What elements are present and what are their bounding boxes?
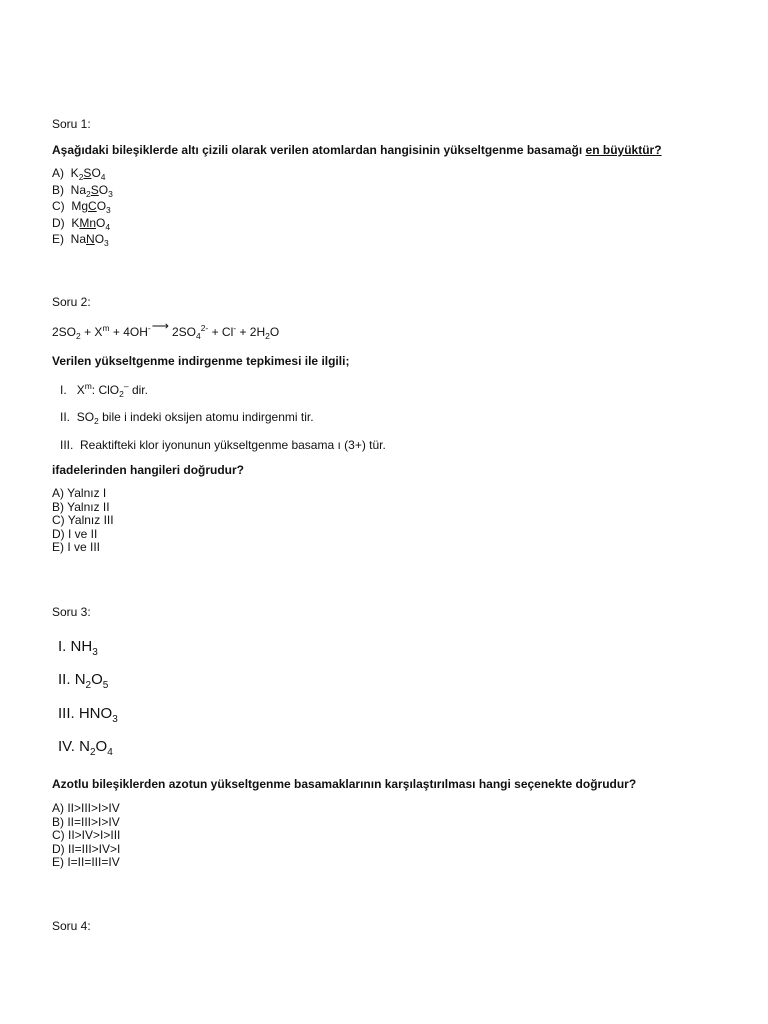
statement-text: bile i indeki oksijen atomu indirgenmi tir. <box>98 410 314 424</box>
q1-label: Soru 1: <box>52 117 91 131</box>
statement-number: I. <box>60 383 67 397</box>
formula-part: NH <box>70 638 93 655</box>
answer-option-b: B) Yalnız II <box>52 499 110 514</box>
formula-part: N <box>79 738 90 755</box>
eq-superscript: 2- <box>200 323 209 333</box>
eq-subscript: 2 <box>76 331 81 341</box>
q3-item-4 <box>58 738 113 758</box>
statement-number: II. <box>60 410 71 424</box>
formula-subscript: 4 <box>107 747 113 758</box>
underlined-atom: N <box>86 232 95 246</box>
formula-subscript: 3 <box>106 205 111 215</box>
formula-subscript: 2 <box>85 680 92 691</box>
q1-option-b <box>52 182 113 199</box>
answer-option-e: E) I=II=III=IV <box>52 855 120 869</box>
formula-part: O <box>95 738 108 755</box>
statement-text: SO <box>76 410 95 424</box>
q1-options <box>52 165 113 248</box>
formula-part: Na <box>70 182 87 197</box>
formula-subscript: 2 <box>89 747 96 758</box>
formula-subscript: 4 <box>105 221 111 232</box>
q3-item-1 <box>58 638 98 658</box>
eq-term: + 2H <box>236 325 266 339</box>
q4-label: Soru 4: <box>52 919 91 933</box>
statement-number: III. <box>60 438 74 452</box>
formula-part: Mg <box>71 199 89 213</box>
q2-statement-2 <box>60 410 314 424</box>
formula-part: K <box>70 166 79 180</box>
statement-text: dir. <box>128 383 148 397</box>
q2-equation <box>52 319 280 341</box>
answer-option-d: D) I ve II <box>52 526 98 541</box>
formula-part: O <box>91 671 103 688</box>
formula-part: O <box>96 199 107 213</box>
formula-part: N <box>74 671 86 688</box>
eq-term: 2SO <box>171 325 196 339</box>
formula-subscript: 3 <box>112 714 118 725</box>
answer-option-e: E) I ve III <box>52 540 101 554</box>
eq-subscript: 4 <box>195 331 201 341</box>
q2-prompt: ifadelerinden hangileri doğrudur? <box>52 463 245 477</box>
option-letter: C) <box>52 199 65 213</box>
q3-item-2 <box>58 671 109 691</box>
q1-option-a <box>52 165 113 182</box>
q1-question-text: Aşağıdaki bileşiklerde altı çizili olarak verilen atomlardan hangisinin yükseltgenme basamağı <box>52 143 583 157</box>
answer-option-d: D) II=III>IV>I <box>52 841 121 856</box>
eq-superscript: m <box>102 323 110 333</box>
item-number: III. <box>58 705 75 722</box>
reaction-arrow-icon: ⟶ <box>151 319 169 333</box>
answer-option-c: C) II>IV>I>III <box>52 828 121 842</box>
formula-part: O <box>91 166 101 180</box>
item-number: I. <box>58 638 67 655</box>
formula-part: Na <box>70 232 87 246</box>
q1-question <box>52 143 662 157</box>
q2-statement-1 <box>60 383 148 397</box>
q2-answers <box>52 487 114 555</box>
statement-subscript: 2 <box>94 416 99 426</box>
formula-part: HNO <box>78 705 113 722</box>
q1-option-e <box>52 231 113 248</box>
underlined-atom: Mn <box>79 215 97 230</box>
q1-option-c <box>52 198 113 215</box>
eq-term: O <box>269 325 280 339</box>
eq-superscript: - <box>233 323 237 333</box>
q2-label: Soru 2: <box>52 295 91 309</box>
option-letter: E) <box>52 232 64 246</box>
q3-label: Soru 3: <box>52 605 91 619</box>
option-letter: B) <box>52 182 64 197</box>
formula-subscript: 3 <box>108 188 113 199</box>
statement-superscript: – <box>123 381 129 391</box>
formula-subscript: 4 <box>100 172 106 182</box>
formula-subscript: 3 <box>92 647 98 658</box>
underlined-atom: S <box>90 182 99 197</box>
answer-option-a: A) II>III>I>IV <box>52 801 120 815</box>
item-number: IV. <box>58 738 75 755</box>
formula-subscript: 5 <box>102 680 109 691</box>
statement-subscript: 2 <box>119 389 124 399</box>
statement-superscript: m <box>84 381 92 391</box>
statement-text: X <box>76 383 85 397</box>
answer-option-a: A) Yalnız I <box>52 486 107 500</box>
q3-question: Azotlu bileşiklerden azotun yükseltgenme basamaklarının karşılaştırılması hangi seçenekte doğrudur? <box>52 777 637 791</box>
q2-statement-3 <box>60 438 386 452</box>
underlined-atom: C <box>88 199 97 213</box>
option-letter: D) <box>52 215 65 230</box>
q3-item-3 <box>58 705 118 725</box>
eq-term: + Cl <box>208 325 234 339</box>
formula-part: O <box>98 182 109 197</box>
formula-subscript: 2 <box>78 172 84 182</box>
formula-part: O <box>96 215 106 230</box>
statement-text: Reaktifteki klor iyonunun yükseltgenme basama ı (3+) tür. <box>80 438 386 452</box>
q1-question-emphasis: en büyüktür? <box>585 143 662 157</box>
formula-part: K <box>71 215 80 230</box>
formula-subscript: 2 <box>86 188 91 199</box>
q2-question: Verilen yükseltgenme indirgenme tepkimesi ile ilgili; <box>52 354 350 368</box>
item-number: II. <box>58 671 71 688</box>
q3-answers <box>52 802 120 870</box>
eq-superscript: - <box>147 323 151 333</box>
statement-text: : ClO <box>91 383 120 397</box>
eq-term: 2SO <box>52 325 77 339</box>
answer-option-b: B) II=III>I>IV <box>52 814 120 829</box>
formula-part: O <box>94 232 105 246</box>
q1-option-d <box>52 215 113 232</box>
eq-term: + 4OH <box>109 325 148 339</box>
option-letter: A) <box>52 166 64 180</box>
formula-subscript: 3 <box>104 238 109 248</box>
eq-subscript: 2 <box>265 331 270 341</box>
eq-term: + X <box>80 325 103 339</box>
underlined-atom: S <box>83 166 92 180</box>
answer-option-c: C) Yalnız III <box>52 513 114 527</box>
